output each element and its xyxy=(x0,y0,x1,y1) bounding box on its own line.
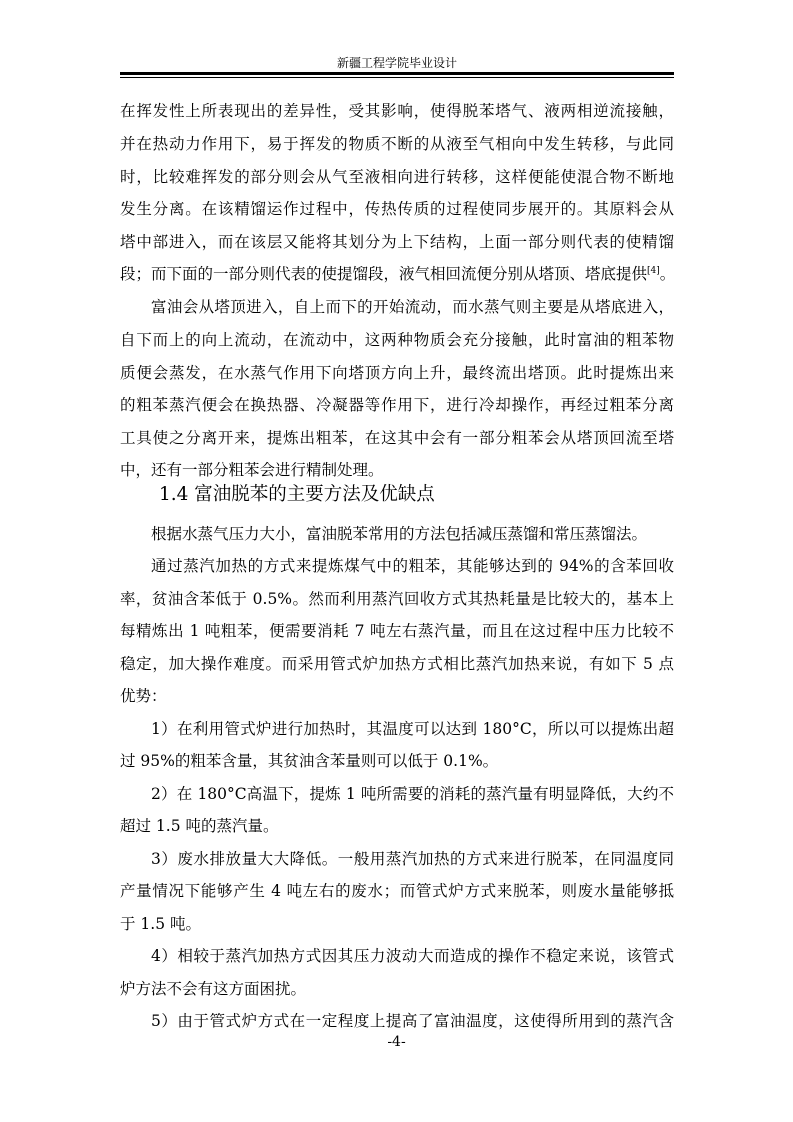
text-fragment: 段；而下面的一部分则代表的使提馏段，液气相回流便分别从塔顶、塔底提供 xyxy=(120,265,648,283)
text-line-with-citation xyxy=(120,264,674,284)
text-line: 4）相较于蒸汽加热方式因其压力波动大而造成的操作不稳定来说，该管式 xyxy=(151,947,674,965)
text-line: 1）在利用管式炉进行加热时，其温度可以达到 180°C，所以可以提炼出超 xyxy=(151,720,674,738)
text-line: 自下而上的向上流动，在流动中，这两种物质会充分接触，此时富油的粗苯物 xyxy=(120,331,674,349)
citation-marker: [4] xyxy=(647,266,660,276)
text-line: 发生分离。在该精馏运作过程中，传热传质的过程使同步展开的。其原料会从 xyxy=(120,200,674,218)
text-line: 率，贫油含苯低于 0.5%。然而利用蒸汽回收方式其热耗量是比较大的，基本上 xyxy=(120,590,674,608)
text-line: 稳定，加大操作难度。而采用管式炉加热方式相比蒸汽加热来说，有如下 5 点 xyxy=(120,655,674,673)
text-line: 炉方法不会有这方面困扰。 xyxy=(120,980,307,998)
text-line: 富油会从塔顶进入，自上而下的开始流动，而水蒸气则主要是从塔底进入， xyxy=(151,298,674,316)
text-line: 中，还有一部分粗苯会进行精制处理。 xyxy=(120,461,384,479)
header-title: 新疆工程学院毕业设计 xyxy=(336,56,457,70)
text-line: 根据水蒸气压力大小，富油脱苯常用的方法包括减压蒸馏和常压蒸馏法。 xyxy=(151,525,648,543)
text-line: 于 1.5 吨。 xyxy=(120,915,202,933)
text-line: 通过蒸汽加热的方式来提炼煤气中的粗苯，其能够达到的 94%的含苯回收 xyxy=(151,557,674,575)
text-line: 超过 1.5 吨的蒸汽量。 xyxy=(120,817,279,835)
text-line: 每精炼出 1 吨粗苯，便需要消耗 7 吨左右蒸汽量，而且在这过程中压力比较不 xyxy=(120,622,674,640)
text-line: 产量情况下能够产生 4 吨左右的废水；而管式炉方式来脱苯，则废水量能够抵 xyxy=(120,882,674,900)
text-line: 2）在 180°C高温下，提炼 1 吨所需要的消耗的蒸汽量有明显降低，大约不 xyxy=(151,785,674,803)
end-punctuation: 。 xyxy=(659,265,676,283)
text-line: 过 95%的粗苯含量，其贫油含苯量则可以低于 0.1%。 xyxy=(120,752,499,770)
text-line: 3）废水排放量大大降低。一般用蒸汽加热的方式来进行脱苯，在同温度同 xyxy=(151,850,674,868)
text-line: 优势： xyxy=(120,687,167,705)
text-line: 5）由于管式炉方式在一定程度上提高了富油温度，这使得所用到的蒸汽含 xyxy=(151,1012,674,1030)
text-line: 在挥发性上所表现出的差异性，受其影响，使得脱苯塔气、液两相逆流接触， xyxy=(120,102,674,120)
page-number: -4- xyxy=(387,1034,406,1050)
text-line: 时，比较难挥发的部分则会从气至液相向进行转移，这样便能使混合物不断地 xyxy=(120,168,674,186)
section-heading: 1.4 富油脱苯的主要方法及优缺点 xyxy=(159,484,435,505)
text-line: 工具使之分离开来，提炼出粗苯，在这其中会有一部分粗苯会从塔顶回流至塔 xyxy=(120,429,674,447)
text-line: 质便会蒸发，在水蒸气作用下向塔顶方向上升，最终流出塔顶。此时提炼出来 xyxy=(120,364,674,382)
text-line: 塔中部进入，而在该层又能将其划分为上下结构，上面一部分则代表的使精馏 xyxy=(120,233,674,251)
text-line: 的粗苯蒸汽便会在换热器、冷凝器等作用下，进行冷却操作，再经过粗苯分离 xyxy=(120,396,674,414)
header-rule-thin xyxy=(120,77,674,78)
text-line: 并在热动力作用下，易于挥发的物质不断的从液至气相向中发生转移，与此同 xyxy=(120,135,674,153)
header-rule-thick xyxy=(120,72,674,75)
